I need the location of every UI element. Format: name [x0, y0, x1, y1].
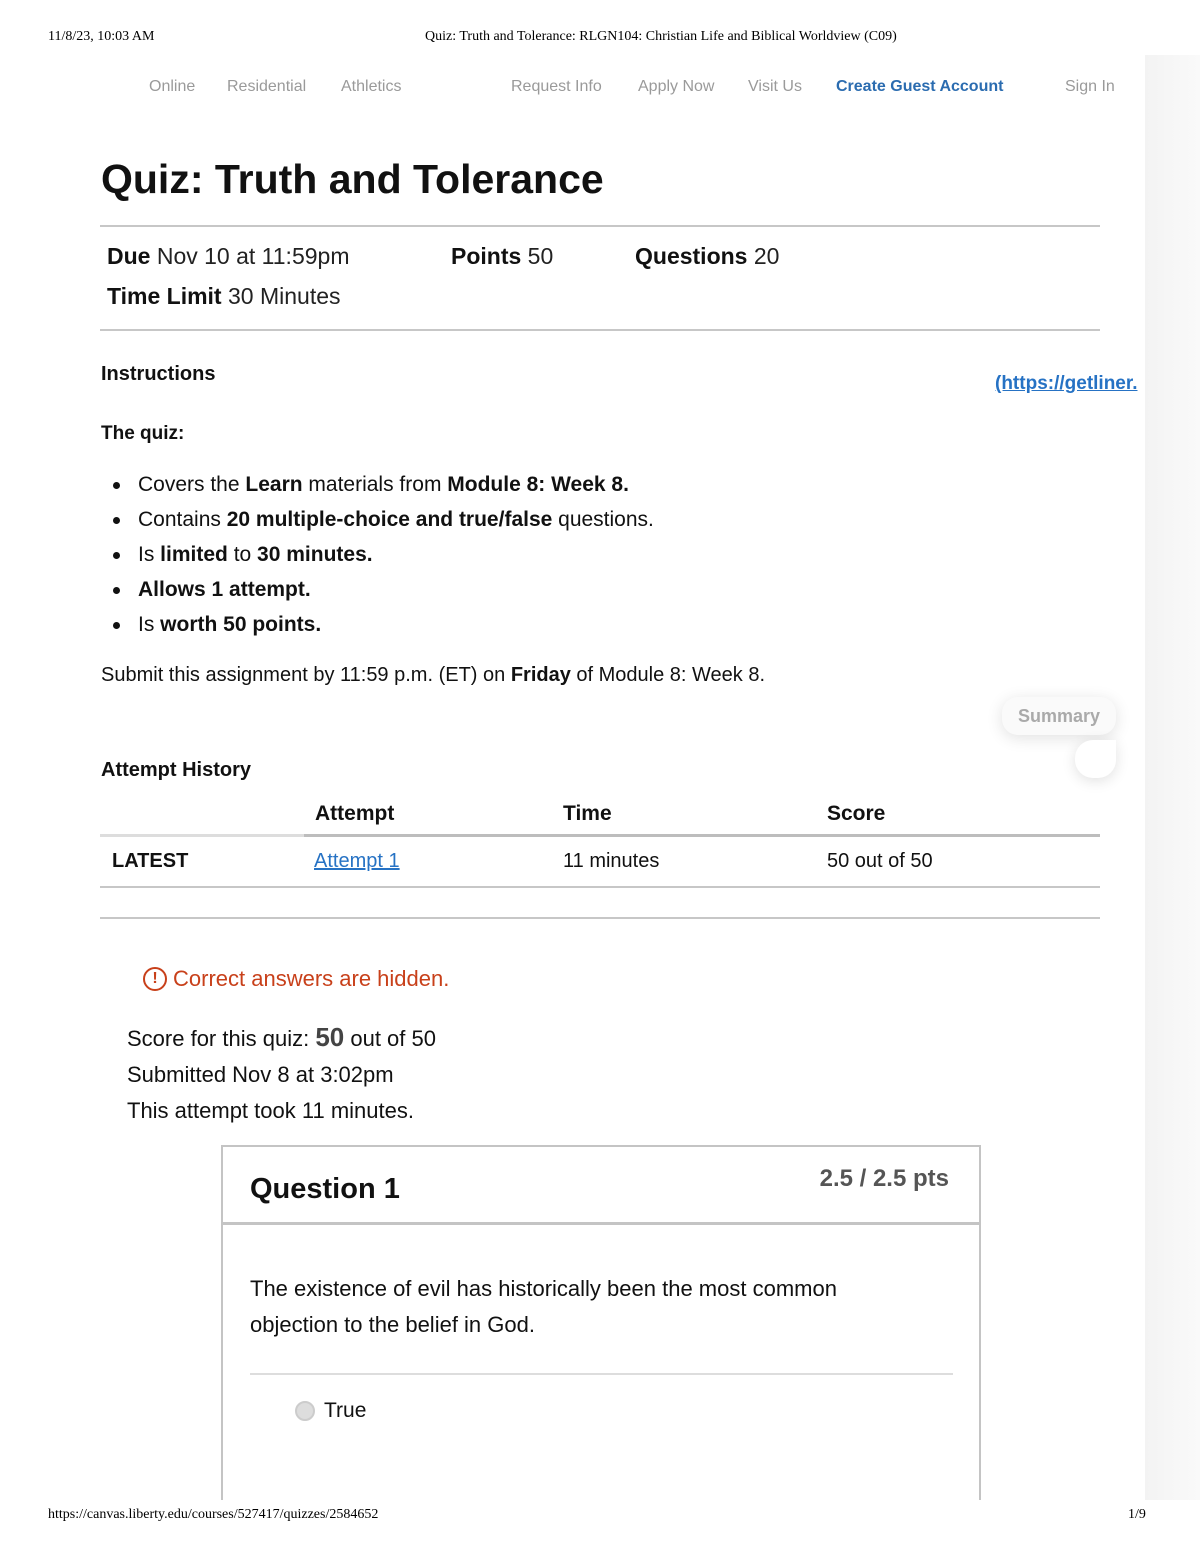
divider: [100, 834, 304, 837]
question-card: [221, 1145, 981, 1545]
create-guest-account-link[interactable]: Create Guest Account: [836, 78, 1004, 95]
attempt-time: 11 minutes: [563, 850, 660, 872]
print-url: https://canvas.liberty.edu/courses/527417/quizzes/2584652: [48, 1507, 379, 1522]
radio-icon[interactable]: [295, 1401, 315, 1421]
nav-online[interactable]: Online: [149, 78, 196, 95]
points: Points 50: [451, 243, 554, 269]
print-datetime: 11/8/23, 10:03 AM: [48, 29, 155, 44]
due-date: Due Nov 10 at 11:59pm: [107, 243, 350, 269]
list-item: Covers the Learn materials from Module 8: Week 8.: [110, 470, 654, 505]
instructions-heading: Instructions: [101, 363, 216, 385]
nav-athletics[interactable]: Athletics: [341, 78, 402, 95]
side-shadow: [1145, 55, 1200, 1500]
quiz-intro: The quiz:: [101, 423, 185, 444]
divider: [100, 225, 1100, 227]
nav-request-info[interactable]: Request Info: [511, 78, 602, 95]
print-page-title: Quiz: Truth and Tolerance: RLGN104: Christian Life and Biblical Worldview (C09): [425, 29, 897, 44]
column-attempt: Attempt: [315, 802, 395, 825]
row-label-latest: LATEST: [112, 850, 189, 872]
divider: [100, 917, 1100, 919]
divider: [100, 329, 1100, 331]
question-text: The existence of evil has historically been the most common objection to the belief in God.: [250, 1276, 837, 1337]
time-limit: Time Limit 30 Minutes: [107, 283, 341, 309]
print-page-number: 1/9: [1128, 1507, 1146, 1522]
divider: [100, 886, 1100, 888]
list-item: Is worth 50 points.: [110, 610, 654, 645]
submit-instructions: Submit this assignment by 11:59 p.m. (ET) on Friday of Module 8: Week 8.: [101, 664, 766, 686]
summary-button[interactable]: Summary: [1002, 697, 1116, 735]
list-item: Is limited to 30 minutes.: [110, 540, 654, 575]
nav-visit-us[interactable]: Visit Us: [748, 78, 802, 95]
attempt-duration: This attempt took 11 minutes.: [127, 1098, 414, 1123]
question-count: Questions 20: [635, 243, 780, 269]
divider: [304, 834, 1100, 837]
column-score: Score: [827, 802, 886, 825]
list-item: Allows 1 attempt.: [110, 575, 654, 610]
quiz-score: Score for this quiz: 50 out of 50: [127, 1022, 436, 1052]
attempt-1-link[interactable]: Attempt 1: [314, 850, 400, 872]
nav-apply-now[interactable]: Apply Now: [638, 78, 715, 95]
floating-widget-button[interactable]: [1075, 740, 1116, 778]
instructions-list: [110, 470, 654, 645]
page-title: Quiz: Truth and Tolerance: [101, 156, 604, 202]
question-points: 2.5 / 2.5 pts: [819, 1165, 949, 1192]
answers-hidden-notice: ! Correct answers are hidden.: [143, 966, 449, 992]
list-item: Contains 20 multiple-choice and true/false questions.: [110, 505, 654, 540]
submitted-time: Submitted Nov 8 at 3:02pm: [127, 1062, 394, 1087]
question-title: Question 1: [250, 1173, 400, 1205]
column-time: Time: [563, 802, 612, 825]
warning-icon: !: [143, 967, 167, 991]
nav-residential[interactable]: Residential: [227, 78, 307, 95]
getliner-link[interactable]: (https://getliner.: [995, 373, 1138, 394]
divider: [250, 1373, 953, 1375]
sign-in-link[interactable]: Sign In: [1065, 78, 1115, 95]
attempt-history-heading: Attempt History: [101, 759, 252, 781]
answer-option-true[interactable]: True: [295, 1399, 366, 1423]
attempt-score: 50 out of 50: [827, 850, 933, 872]
